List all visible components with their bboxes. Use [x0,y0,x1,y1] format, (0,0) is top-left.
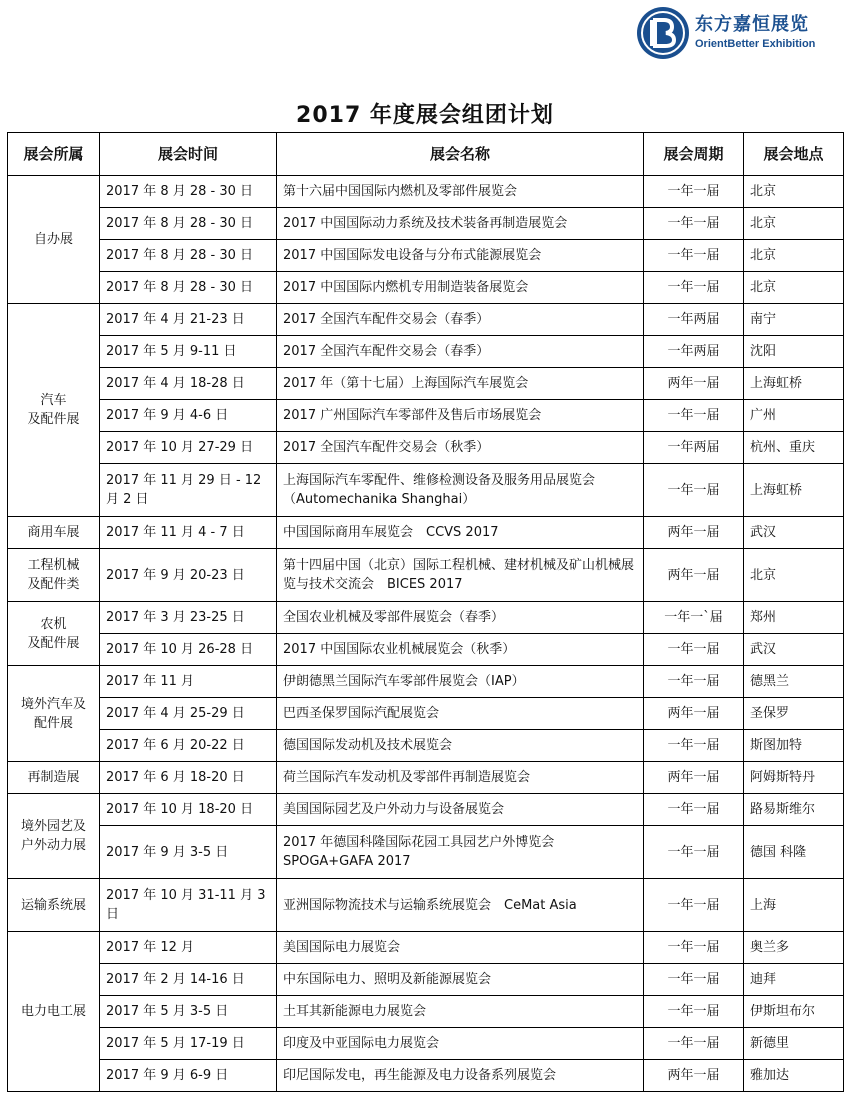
cycle-cell: 两年一届 [644,517,744,549]
table-row [8,464,844,517]
table-row [8,932,844,964]
exhibition-name-cell: 2017 年（第十七届）上海国际汽车展览会 [277,368,644,400]
cycle-cell: 一年一届 [644,464,744,517]
cycle-cell: 一年一届 [644,666,744,698]
exhibition-name-cell: 荷兰国际汽车发动机及零部件再制造展览会 [277,762,644,794]
table-row [8,730,844,762]
table-row [8,879,844,932]
table-row [8,762,844,794]
location-cell: 新德里 [744,1028,844,1060]
location-cell: 武汉 [744,517,844,549]
date-cell: 2017 年 5 月 9-11 日 [100,336,277,368]
date-cell: 2017 年 8 月 28 - 30 日 [100,208,277,240]
location-cell: 德国 科隆 [744,826,844,879]
date-cell: 2017 年 12 月 [100,932,277,964]
category-cell: 境外汽车及 配件展 [8,666,100,762]
cycle-cell: 一年一届 [644,400,744,432]
location-cell: 北京 [744,240,844,272]
date-cell: 2017 年 6 月 20-22 日 [100,730,277,762]
table-row [8,400,844,432]
exhibition-name-cell: 上海国际汽车零配件、维修检测设备及服务用品展览会（Automechanika Shanghai） [277,464,644,517]
location-cell: 路易斯维尔 [744,794,844,826]
location-cell: 阿姆斯特丹 [744,762,844,794]
location-cell: 伊斯坦布尔 [744,996,844,1028]
location-cell: 圣保罗 [744,698,844,730]
header-category: 展会所属 [8,133,100,176]
location-cell: 郑州 [744,602,844,634]
table-row [8,240,844,272]
exhibition-name-cell: 中东国际电力、照明及新能源展览会 [277,964,644,996]
date-cell: 2017 年 2 月 14-16 日 [100,964,277,996]
category-cell: 电力电工展 [8,932,100,1092]
exhibition-name-cell: 2017 全国汽车配件交易会（秋季） [277,432,644,464]
exhibition-name-cell: 全国农业机械及零部件展览会（春季） [277,602,644,634]
date-cell: 2017 年 11 月 [100,666,277,698]
location-cell: 沈阳 [744,336,844,368]
category-cell: 工程机械 及配件类 [8,549,100,602]
table-row [8,1028,844,1060]
cycle-cell: 一年一届 [644,730,744,762]
table-row [8,634,844,666]
exhibition-name-cell: 巴西圣保罗国际汽配展览会 [277,698,644,730]
header-cycle: 展会周期 [644,133,744,176]
cycle-cell: 一年一届 [644,272,744,304]
location-cell: 北京 [744,272,844,304]
date-cell: 2017 年 11 月 4 - 7 日 [100,517,277,549]
table-row [8,964,844,996]
date-cell: 2017 年 9 月 4-6 日 [100,400,277,432]
location-cell: 上海虹桥 [744,368,844,400]
exhibition-name-cell: 印尼国际发电，再生能源及电力设备系列展览会 [277,1060,644,1092]
date-cell: 2017 年 6 月 18-20 日 [100,762,277,794]
exhibition-name-cell: 2017 年德国科隆国际花园工具园艺户外博览会 SPOGA+GAFA 2017 [277,826,644,879]
date-cell: 2017 年 9 月 6-9 日 [100,1060,277,1092]
exhibition-name-cell: 印度及中亚国际电力展览会 [277,1028,644,1060]
cycle-cell: 一年一届 [644,176,744,208]
category-cell: 境外园艺及 户外动力展 [8,794,100,879]
category-cell: 汽车 及配件展 [8,304,100,517]
table-row [8,1060,844,1092]
exhibition-plan-table [7,132,844,1092]
category-cell: 自办展 [8,176,100,304]
company-logo [636,4,836,60]
orientbetter-logo-icon [636,6,690,60]
exhibition-name-cell: 2017 中国国际农业机械展览会（秋季） [277,634,644,666]
location-cell: 杭州、重庆 [744,432,844,464]
date-cell: 2017 年 4 月 18-28 日 [100,368,277,400]
date-cell: 2017 年 10 月 26-28 日 [100,634,277,666]
location-cell: 德黑兰 [744,666,844,698]
exhibition-name-cell: 2017 中国国际动力系统及技术装备再制造展览会 [277,208,644,240]
date-cell: 2017 年 4 月 25-29 日 [100,698,277,730]
exhibition-name-cell: 第十四届中国（北京）国际工程机械、建材机械及矿山机械展览与技术交流会 BICES 2017 [277,549,644,602]
date-cell: 2017 年 10 月 27-29 日 [100,432,277,464]
cycle-cell: 一年一届 [644,964,744,996]
cycle-cell: 两年一届 [644,368,744,400]
exhibition-name-cell: 2017 广州国际汽车零部件及售后市场展览会 [277,400,644,432]
date-cell: 2017 年 3 月 23-25 日 [100,602,277,634]
logo-name-cn: 东方嘉恒展览 [695,14,809,35]
table-row [8,666,844,698]
exhibition-name-cell: 德国国际发动机及技术展览会 [277,730,644,762]
location-cell: 迪拜 [744,964,844,996]
date-cell: 2017 年 8 月 28 - 30 日 [100,176,277,208]
category-cell: 商用车展 [8,517,100,549]
location-cell: 南宁 [744,304,844,336]
table-row [8,602,844,634]
cycle-cell: 一年一届 [644,634,744,666]
exhibition-name-cell: 2017 中国国际内燃机专用制造装备展览会 [277,272,644,304]
cycle-cell: 两年一届 [644,762,744,794]
cycle-cell: 一年一届 [644,996,744,1028]
table-body [8,176,844,1092]
exhibition-name-cell: 2017 中国国际发电设备与分布式能源展览会 [277,240,644,272]
cycle-cell: 一年两届 [644,432,744,464]
location-cell: 斯图加特 [744,730,844,762]
table-row [8,272,844,304]
cycle-cell: 一年一届 [644,240,744,272]
header-location: 展会地点 [744,133,844,176]
exhibition-name-cell: 伊朗德黑兰国际汽车零部件展览会（IAP） [277,666,644,698]
table-row [8,698,844,730]
exhibition-name-cell: 中国国际商用车展览会 CCVS 2017 [277,517,644,549]
table-row [8,794,844,826]
table-row [8,368,844,400]
cycle-cell: 两年一届 [644,698,744,730]
exhibition-name-cell: 2017 全国汽车配件交易会（春季） [277,336,644,368]
exhibition-name-cell: 美国国际电力展览会 [277,932,644,964]
date-cell: 2017 年 8 月 28 - 30 日 [100,240,277,272]
table-row [8,517,844,549]
cycle-cell: 一年一届 [644,208,744,240]
date-cell: 2017 年 10 月 18-20 日 [100,794,277,826]
category-cell: 农机 及配件展 [8,602,100,666]
cycle-cell: 一年一届 [644,1028,744,1060]
location-cell: 武汉 [744,634,844,666]
table-row [8,432,844,464]
logo-name-en: OrientBetter Exhibition [695,38,816,50]
location-cell: 上海 [744,879,844,932]
cycle-cell: 一年一届 [644,879,744,932]
cycle-cell: 两年一届 [644,549,744,602]
cycle-cell: 一年一届 [644,826,744,879]
exhibition-name-cell: 亚洲国际物流技术与运输系统展览会 CeMat Asia [277,879,644,932]
exhibition-name-cell: 土耳其新能源电力展览会 [277,996,644,1028]
table-row [8,996,844,1028]
date-cell: 2017 年 11 月 29 日 - 12 月 2 日 [100,464,277,517]
date-cell: 2017 年 8 月 28 - 30 日 [100,272,277,304]
table-row [8,826,844,879]
table-row [8,549,844,602]
table-row [8,208,844,240]
date-cell: 2017 年 4 月 21-23 日 [100,304,277,336]
location-cell: 北京 [744,208,844,240]
date-cell: 2017 年 5 月 17-19 日 [100,1028,277,1060]
cycle-cell: 一年两届 [644,304,744,336]
header-name: 展会名称 [277,133,644,176]
cycle-cell: 一年一届 [644,932,744,964]
cycle-cell: 一年两届 [644,336,744,368]
exhibition-name-cell: 2017 全国汽车配件交易会（春季） [277,304,644,336]
date-cell: 2017 年 5 月 3-5 日 [100,996,277,1028]
cycle-cell: 一年一届 [644,794,744,826]
table-row [8,176,844,208]
location-cell: 奥兰多 [744,932,844,964]
category-cell: 再制造展 [8,762,100,794]
cycle-cell: 两年一届 [644,1060,744,1092]
exhibition-name-cell: 美国国际园艺及户外动力与设备展览会 [277,794,644,826]
location-cell: 雅加达 [744,1060,844,1092]
table-header-row [8,133,844,176]
location-cell: 广州 [744,400,844,432]
location-cell: 上海虹桥 [744,464,844,517]
category-cell: 运输系统展 [8,879,100,932]
table-row [8,336,844,368]
exhibition-name-cell: 第十六届中国国际内燃机及零部件展览会 [277,176,644,208]
document-title: 2017 年度展会组团计划 [296,103,554,128]
date-cell: 2017 年 9 月 20-23 日 [100,549,277,602]
cycle-cell: 一年一`届 [644,602,744,634]
header-date: 展会时间 [100,133,277,176]
location-cell: 北京 [744,549,844,602]
location-cell: 北京 [744,176,844,208]
table-row [8,304,844,336]
date-cell: 2017 年 10 月 31-11 月 3 日 [100,879,277,932]
date-cell: 2017 年 9 月 3-5 日 [100,826,277,879]
